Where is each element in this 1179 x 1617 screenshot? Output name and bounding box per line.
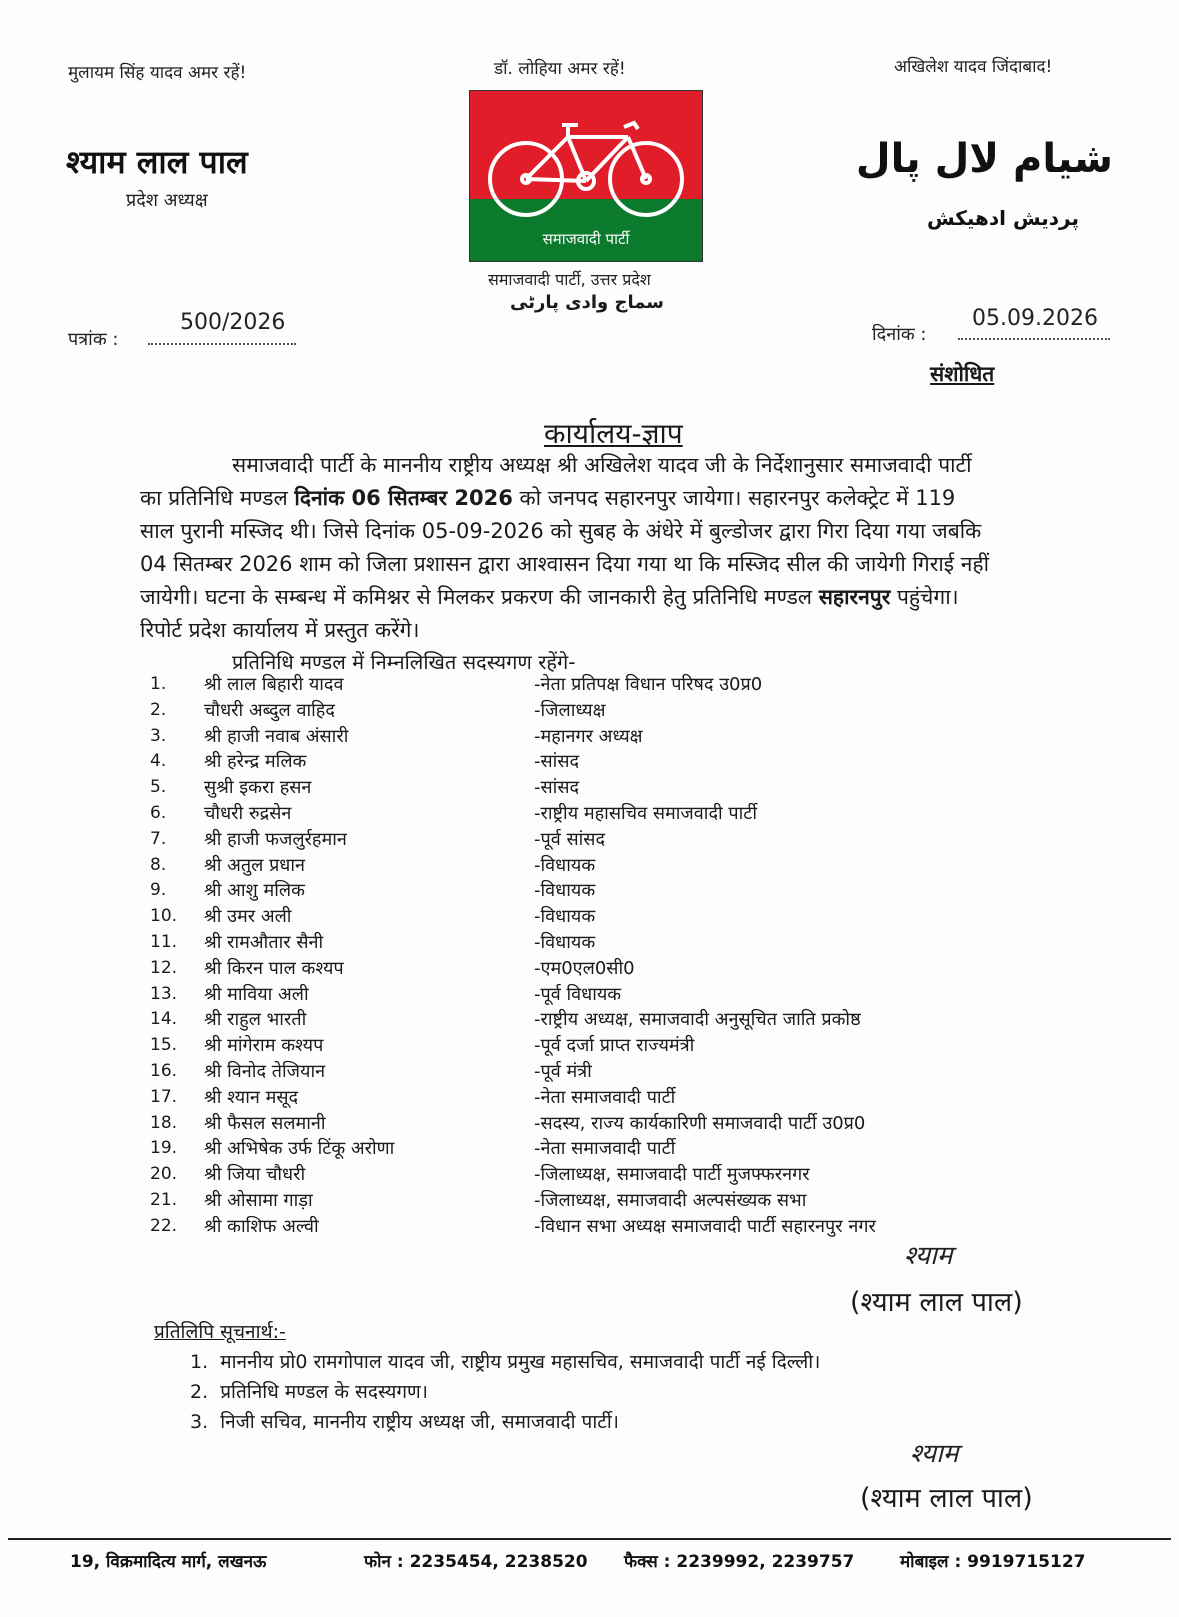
member-name: श्री हाजी फजलुर्रहमान: [204, 829, 347, 850]
member-role: -पूर्व दर्जा प्राप्त राज्यमंत्री: [534, 1035, 695, 1056]
party-name-urdu: سماج وادی پارٹی: [510, 292, 664, 313]
member-role: -सांसद: [534, 751, 580, 772]
date-dotted-line: [958, 338, 1110, 340]
member-number: 5.: [150, 777, 167, 797]
slogan-left: मुलायम सिंह यादव अमर रहें!: [68, 63, 247, 83]
member-number: 2.: [150, 700, 167, 720]
member-number: 18.: [150, 1113, 178, 1133]
slogan-right: अखिलेश यादव जिंदाबाद!: [894, 57, 1053, 77]
footer-phone: फोन : 2235454, 2238520: [364, 1552, 588, 1572]
member-number: 3.: [150, 726, 167, 746]
member-number: 8.: [150, 855, 167, 875]
member-name: चौधरी अब्दुल वाहिद: [204, 700, 335, 721]
member-number: 11.: [150, 932, 178, 952]
member-role: -विधायक: [534, 932, 596, 953]
member-role: -जिलाध्यक्ष: [534, 700, 606, 721]
para-line-5: जायेगी। घटना के सम्बन्ध में कमिश्नर से मिलकर प्रकरण की जानकारी हेतु प्रतिनिधि मण्डल सहारनपुर पहुंचेगा।: [140, 585, 959, 609]
member-name: श्री फैसल सलमानी: [204, 1113, 326, 1134]
copy-to-title: प्रतिलिपि सूचनार्थ:-: [154, 1321, 286, 1343]
member-role: -नेता समाजवादी पार्टी: [534, 1087, 676, 1108]
member-name: श्री हाजी नवाब अंसारी: [204, 726, 349, 747]
member-role: -विधायक: [534, 855, 596, 876]
member-number: 22.: [150, 1216, 178, 1236]
member-name: श्री किरन पाल कश्यप: [204, 958, 344, 979]
member-name: श्री लाल बिहारी यादव: [204, 674, 344, 695]
member-number: 6.: [150, 803, 167, 823]
destination-city: सहारनपुर: [818, 585, 891, 609]
member-role: -विधायक: [534, 880, 596, 901]
member-name: श्री अतुल प्रधान: [204, 855, 306, 876]
member-name: श्री हरेन्द्र मलिक: [204, 751, 307, 772]
member-name: श्री जिया चौधरी: [204, 1164, 306, 1185]
footer-divider: [8, 1538, 1171, 1540]
member-role: -विधान सभा अध्यक्ष समाजवादी पार्टी सहारनपुर नगर: [534, 1216, 876, 1237]
sender-designation-hindi: प्रदेश अध्यक्ष: [126, 190, 208, 211]
footer-address: 19, विक्रमादित्य मार्ग, लखनऊ: [70, 1552, 267, 1572]
member-number: 7.: [150, 829, 167, 849]
para-line-6: रिपोर्ट प्रदेश कार्यालय में प्रस्तुत करेंगे।: [140, 618, 420, 642]
member-role: -पूर्व विधायक: [534, 984, 622, 1005]
patrank-value: 500/2026: [180, 310, 286, 335]
para-line-2: का प्रतिनिधि मण्डल दिनांक 06 सितम्बर 2026 को जनपद सहारनपुर जायेगा। सहारनपुर कलेक्ट्रेट में 119: [140, 486, 956, 510]
member-role: -एम0एल0सी0: [534, 958, 635, 979]
member-role: -नेता समाजवादी पार्टी: [534, 1138, 676, 1159]
party-state-line: समाजवादी पार्टी, उत्तर प्रदेश: [488, 270, 651, 289]
logo-caption: समाजवादी पार्टी: [542, 230, 630, 248]
member-number: 12.: [150, 958, 178, 978]
date-label: दिनांक :: [872, 324, 927, 345]
signature-scribble: श्याम: [904, 1241, 953, 1271]
patrank-label: पत्रांक :: [68, 329, 119, 350]
member-number: 4.: [150, 751, 167, 771]
footer-fax: फैक्स : 2239992, 2239757: [624, 1552, 855, 1572]
bicycle-icon: [478, 99, 694, 221]
member-role: -जिलाध्यक्ष, समाजवादी पार्टी मुजफ्फरनगर: [534, 1164, 810, 1185]
member-role: -पूर्व मंत्री: [534, 1061, 592, 1082]
member-role: -विधायक: [534, 906, 596, 927]
member-role: -नेता प्रतिपक्ष विधान परिषद उ0प्र0: [534, 674, 763, 695]
member-name: श्री रामऔतार सैनी: [204, 932, 324, 953]
member-number: 13.: [150, 984, 178, 1004]
member-number: 16.: [150, 1061, 178, 1081]
member-name: श्री राहुल भारती: [204, 1009, 307, 1030]
member-role: -पूर्व सांसद: [534, 829, 606, 850]
member-number: 9.: [150, 880, 167, 900]
member-name: श्री श्यान मसूद: [204, 1087, 299, 1108]
member-name: श्री काशिफ अल्वी: [204, 1216, 319, 1237]
copy-to-item: 3. निजी सचिव, माननीय राष्ट्रीय अध्यक्ष जी, समाजवादी पार्टी।: [190, 1411, 619, 1433]
member-number: 21.: [150, 1190, 178, 1210]
member-name: चौधरी रुद्रसेन: [204, 803, 292, 824]
member-name: श्री माविया अली: [204, 984, 309, 1005]
member-name: श्री मांगेराम कश्यप: [204, 1035, 324, 1056]
member-name: श्री अभिषेक उर्फ टिंकू अरोणा: [204, 1138, 395, 1159]
copy-to-item: 2. प्रतिनिधि मण्डल के सदस्यगण।: [190, 1381, 428, 1403]
member-role: -सांसद: [534, 777, 580, 798]
sender-name-urdu: شیام لال پال: [855, 136, 1113, 182]
slogan-center: डॉ. लोहिया अमर रहें!: [494, 59, 626, 79]
copy-to-item: 1. माननीय प्रो0 रामगोपाल यादव जी, राष्ट्रीय प्रमुख महासचिव, समाजवादी पार्टी नई दिल्ली।: [190, 1351, 821, 1373]
member-number: 10.: [150, 906, 178, 926]
sender-designation-urdu: پردیش ادھیکش: [926, 206, 1079, 230]
member-name: सुश्री इकरा हसन: [204, 777, 312, 798]
member-number: 14.: [150, 1009, 178, 1029]
member-role: -जिलाध्यक्ष, समाजवादी अल्पसंख्यक सभा: [534, 1190, 807, 1211]
member-number: 19.: [150, 1138, 178, 1158]
para-line-3: साल पुरानी मस्जिद थी। जिसे दिनांक 05-09-2026 को सुबह के अंधेरे में बुल्डोजर द्वारा गिरा दिया गया जबकि: [140, 519, 982, 543]
signature-scribble: श्याम: [910, 1439, 959, 1469]
footer-mobile: मोबाइल : 9919715127: [900, 1552, 1086, 1572]
member-number: 1.: [150, 674, 167, 694]
members-intro: प्रतिनिधि मण्डल में निम्नलिखित सदस्यगण रहेंगे-: [232, 650, 576, 674]
member-name: श्री आशु मलिक: [204, 880, 305, 901]
member-role: -राष्ट्रीय महासचिव समाजवादी पार्टी: [534, 803, 758, 824]
party-logo: [469, 90, 703, 262]
delegation-date: दिनांक 06 सितम्बर 2026: [294, 486, 513, 510]
revised-label: संशोधित: [930, 362, 995, 386]
member-number: 20.: [150, 1164, 178, 1184]
member-role: -राष्ट्रीय अध्यक्ष, समाजवादी अनुसूचित जाति प्रकोष्ठ: [534, 1009, 861, 1030]
para-line-4: 04 सितम्बर 2026 शाम को जिला प्रशासन द्वारा आश्वासन दिया गया था कि मस्जिद सील की जायेगी गिराई नहीं: [140, 552, 990, 576]
member-name: श्री ओसामा गाड़ा: [204, 1190, 313, 1211]
date-value: 05.09.2026: [972, 306, 1098, 331]
memo-heading: कार्यालय-ज्ञाप: [544, 417, 683, 450]
member-name: श्री उमर अली: [204, 906, 292, 927]
member-role: -महानगर अध्यक्ष: [534, 726, 643, 747]
member-role: -सदस्य, राज्य कार्यकारिणी समाजवादी पार्टी उ0प्र0: [534, 1113, 866, 1134]
para-line-1: समाजवादी पार्टी के माननीय राष्ट्रीय अध्यक्ष श्री अखिलेश यादव जी के निर्देशानुसार समाजवादी पार्टी: [232, 453, 972, 477]
member-number: 17.: [150, 1087, 178, 1107]
member-name: श्री विनोद तेजियान: [204, 1061, 326, 1082]
patrank-dotted-line: [148, 343, 296, 345]
sender-name-hindi: श्याम लाल पाल: [66, 143, 248, 181]
member-number: 15.: [150, 1035, 178, 1055]
signatory-name: (श्याम लाल पाल): [850, 1287, 1023, 1318]
signatory-name: (श्याम लाल पाल): [860, 1483, 1033, 1514]
